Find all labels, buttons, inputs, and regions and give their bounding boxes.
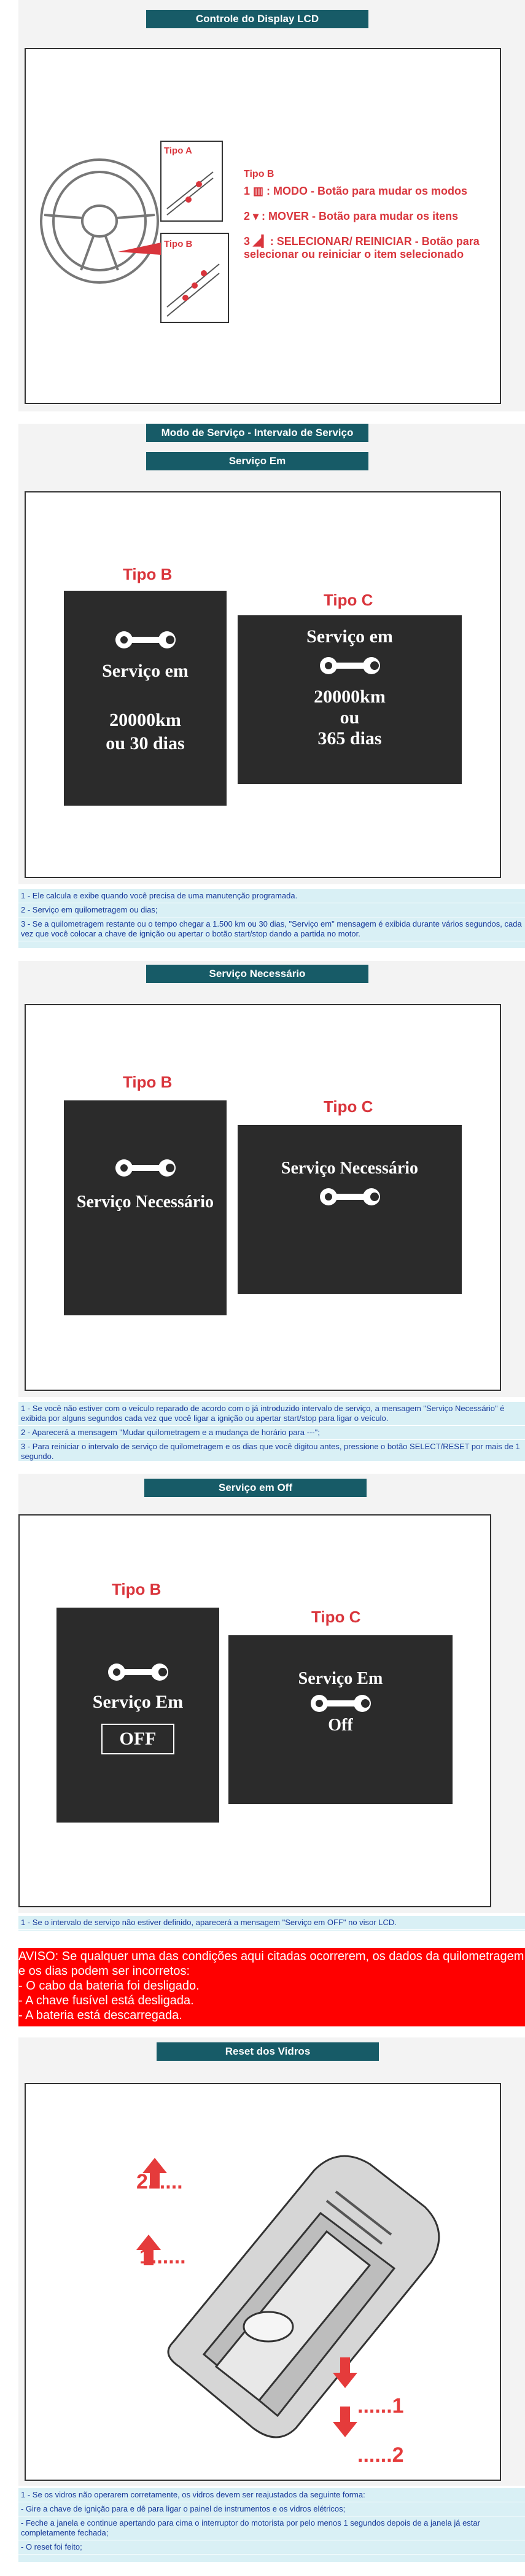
note-item: 1 - Se os vidros não operarem corretamente, os vidros devem ser reajustados da seguinte forma: — [18, 2488, 525, 2502]
service-days: ou 30 dias — [106, 733, 185, 753]
service-needed-panel-b — [64, 1100, 227, 1315]
service-in-panel-b — [64, 591, 227, 806]
warning-item: - A chave fusível está desligada. — [18, 1994, 194, 2007]
note-item: 2 - Serviço em quilometragem ou dias; — [18, 903, 525, 917]
service-in-text: Serviço em — [102, 661, 189, 681]
service-needed-notes — [18, 1402, 525, 1461]
service-off-frame — [18, 1514, 491, 1907]
service-interval-section — [18, 424, 525, 884]
window-reset-frame — [25, 2083, 501, 2481]
note-item: 1 - Ele calcula e exibe quando você precisa de uma manutenção programada. — [18, 889, 525, 903]
window-reset-section — [18, 2037, 525, 2486]
service-needed-text-c: Serviço Necessário — [281, 1159, 419, 1178]
steering-wheel-diagram — [38, 86, 259, 356]
service-needed-section — [18, 961, 525, 1397]
tipo-b-label: Tipo B — [123, 565, 173, 583]
service-off-badge: OFF — [101, 1724, 174, 1754]
note-item: 3 - Para reiniciar o intervalo de serviço de quilometragem e os dias que você digitou antes, pressione o botão SELECT/RESET por mais de 1 segundo. — [18, 1440, 525, 1464]
step-label-2-left: 2...... — [136, 2170, 183, 2193]
service-interval-title: Modo de Serviço - Intervalo de Serviço — [146, 424, 368, 442]
tipo-c-label: Tipo C — [311, 1608, 361, 1626]
legend-title: Tipo B — [244, 169, 274, 179]
service-off-text-c: Serviço Em — [298, 1669, 383, 1688]
note-item: 3 - Se a quilometragem restante ou o tempo chegar a 1.500 km ou 30 dias, "Serviço em" mensagem é exibida durante vários segundos, cada vez que você colocar a chave de ignição ou apertar o botão start/stop dando a partida no motor. — [18, 917, 525, 941]
window-switch-diagram — [136, 2109, 480, 2453]
service-km-c: 20000km — [314, 687, 386, 707]
tipo-b-label: Tipo B — [123, 1073, 173, 1091]
wrench-icon — [112, 1156, 179, 1180]
tipo-c-label: Tipo C — [324, 1097, 373, 1116]
service-or-c: ou — [340, 707, 360, 728]
button-2-marker-a — [185, 197, 192, 203]
down-arrow-2-icon — [333, 2407, 357, 2437]
step-label-1-left: 1...... — [139, 2245, 186, 2268]
service-needed-text: Serviço Necessário — [76, 1193, 214, 1212]
wrench-icon — [307, 1691, 375, 1716]
wrench-icon — [104, 1660, 172, 1684]
service-needed-panel-c — [238, 1125, 462, 1294]
steering-wheel-icon — [41, 160, 158, 282]
button-3-marker-b — [182, 295, 189, 301]
lcd-control-frame — [25, 48, 501, 404]
tipo-b-label: Tipo B — [112, 1580, 161, 1598]
lcd-control-section — [18, 0, 525, 411]
window-reset-title: Reset dos Vidros — [157, 2042, 379, 2061]
service-off-panel-c — [228, 1635, 453, 1804]
legend-move: 2 ▾ : MOVER - Botão para mudar os itens — [244, 210, 459, 222]
step-label-2-right: ......2 — [357, 2443, 404, 2467]
battery-warning — [18, 1948, 525, 2026]
tipo-c-label: Tipo C — [324, 591, 373, 609]
warning-text: AVISO: Se qualquer uma das condições aqui citadas ocorrerem, os dados da quilometragem e os dias podem ser incorretos: — [18, 1950, 524, 1978]
service-off-panel-b — [56, 1608, 219, 1823]
button-2-marker-b — [192, 282, 198, 289]
service-interval-notes — [18, 889, 525, 948]
lcd-legend — [244, 169, 489, 261]
note-item: - Gire a chave de ignição para e dê para ligar o painel de instrumentos e os vidros elétricos; — [18, 2502, 525, 2516]
button-1-marker-b — [201, 270, 207, 276]
service-off-section — [18, 1474, 525, 1913]
service-needed-title: Serviço Necessário — [146, 965, 368, 983]
wrench-icon — [112, 628, 179, 652]
note-item: 1 - Se você não estiver com o veículo reparado de acordo com o já introduzido intervalo de serviço, a mensagem "Serviço Necessário" é exibida por alguns segundos cada vez que você ligar a ignição ou apertar start/stop para ligar o veículo. — [18, 1402, 525, 1426]
service-km: 20000km — [109, 710, 181, 730]
warning-item: - A bateria está descarregada. — [18, 2009, 182, 2022]
service-in-text-c: Serviço em — [306, 626, 393, 647]
wrench-icon — [316, 1185, 384, 1209]
service-off-value-c: Off — [328, 1716, 353, 1735]
service-off-title: Serviço em Off — [144, 1479, 367, 1497]
service-needed-frame — [25, 1004, 501, 1391]
button-1-marker-a — [196, 181, 202, 187]
note-item: 1 - Se o intervalo de serviço não estiver definido, aparecerá a mensagem "Serviço em OFF" no visor LCD. — [18, 1916, 525, 1930]
service-off-text: Serviço Em — [92, 1692, 184, 1712]
legend-select: 3 ◢▎: SELECIONAR/ REINICIAR - Botão para selecionar ou reiniciar o item selecionado — [244, 235, 480, 260]
tipo-b-label: Tipo B — [164, 239, 193, 249]
service-interval-subtitle: Serviço Em — [146, 452, 368, 470]
note-item: - Feche a janela e continue apertando para cima o interruptor do motorista por pelo menos 1 segundos depois de a janela já estar completamente fechada; — [18, 2516, 525, 2540]
service-interval-frame — [25, 491, 501, 878]
note-item: - O reset foi feito; — [18, 2540, 525, 2555]
legend-mode: 1 ▥ : MODO - Botão para mudar os modos — [244, 185, 468, 197]
service-off-notes — [18, 1916, 525, 1931]
tipo-a-label: Tipo A — [164, 146, 192, 156]
lcd-control-title: Controle do Display LCD — [146, 10, 368, 28]
window-reset-notes — [18, 2488, 525, 2562]
warning-item: - O cabo da bateria foi desligado. — [18, 1979, 200, 1993]
note-item: 2 - Aparecerá a mensagem "Mudar quilometragem e a mudança de horário para ---"; — [18, 1426, 525, 1440]
step-label-1-right: ......1 — [357, 2394, 404, 2418]
service-days-c: 365 dias — [317, 728, 382, 749]
service-in-panel-c — [238, 615, 462, 784]
wrench-icon — [316, 653, 384, 678]
